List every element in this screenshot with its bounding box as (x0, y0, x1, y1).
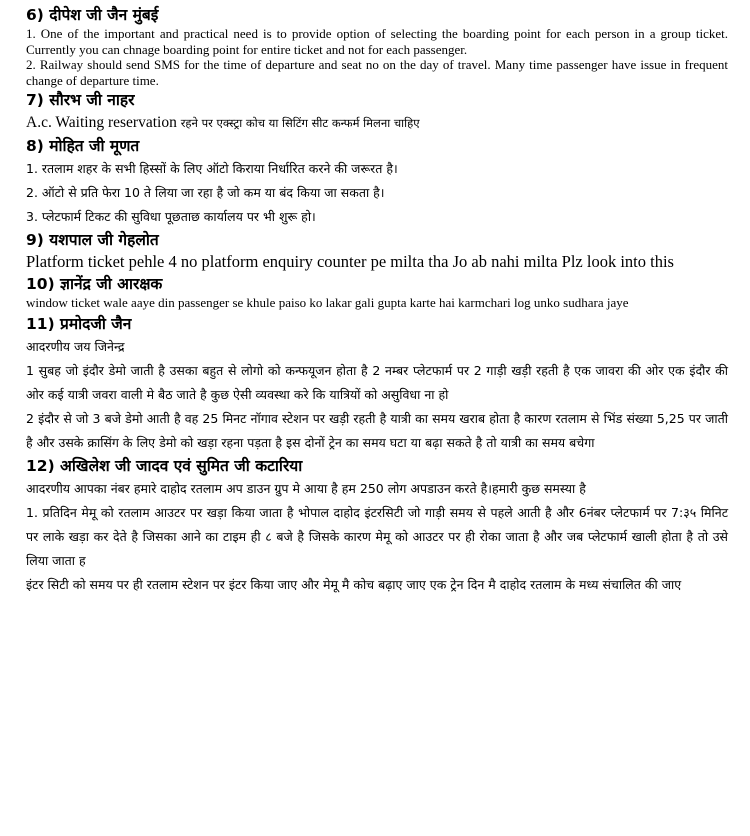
section-7-text (26, 113, 728, 133)
section-9-text: Platform ticket pehle 4 no platform enquiry counter pe milta tha Jo ab nahi milta Plz look into this (26, 252, 674, 271)
section-11-heading: 11) प्रमोदजी जैन (26, 315, 132, 333)
section-7-heading: 7) सौरभ जी नाहर (26, 91, 135, 109)
section-8 (26, 135, 728, 229)
section-7 (26, 89, 728, 133)
section-8-item: 2. ऑटो से प्रति फेरा 10 ते लिया जा रहा है जो कम या बंद किया जा सकता है। (26, 185, 385, 200)
section-7-text-english: A.c. Waiting reservation (26, 114, 177, 131)
section-8-heading: 8) मोहित जी मूणत (26, 137, 140, 155)
section-11 (26, 313, 728, 455)
section-12-point-2: इंटर सिटी को समय पर ही रतलाम स्टेशन पर इंटर किया जाए और मेमू मै कोच बढ़ाए जाए एक ट्रेन दिन मै दाहोद रतलाम के मध्य संचालित की जाए (26, 577, 682, 592)
section-12-point-1: 1. प्रतिदिन मेमू को रतलाम आउटर पर खड़ा किया जाता है भोपाल दाहोद इंटरसिटी जो गाड़ी समय से पहले आती है और 6नंबर प्लेटफार्म पर 7:३५ मिनिट पर लाके खड़ा कर देते है जिसका आने का टाइम ही ८ बजे है जिसके कारण मेमू को आउटर पर ही रोका जाता है और जब प्लेटफार्म खाली होता है तो उसे लिया जाता ह (26, 505, 728, 568)
section-12 (26, 455, 728, 597)
section-12-heading: 12) अखिलेश जी जादव एवं सुमित जी कटारिया (26, 457, 303, 475)
section-6-point-2: 2. Railway should send SMS for the time of departure and seat no on the day of travel. Many time passenger have issue in frequent change of departure time. (26, 57, 728, 88)
section-10-heading: 10) ज्ञानेंद्र जी आरक्षक (26, 275, 163, 293)
section-11-point-1: 1 सुबह जो इंदौर डेमो जाती है उसका बहुत से लोगो को कन्फयूजन होता है 2 नम्बर प्लेटफार्म पर 2 गाड़ी खड़ी रहती है एक जावरा की ओर एक इंदौर की ओर कई यात्री जवरा वाली मे बैठ जाते है कुछ ऐसी व्यवस्था करे कि यात्रियों को असुविधा ना हो (26, 363, 728, 402)
section-10-text: window ticket wale aaye din passenger se khule paiso ko lakar gali gupta karte hai karmchari log unko sudhara jaye (26, 295, 629, 310)
section-8-item: 3. प्लेटफार्म टिकट की सुविधा पूछताछ कार्यालय पर भी शुरू हो। (26, 209, 316, 224)
section-11-greeting: आदरणीय जय जिनेन्द्र (26, 339, 125, 354)
section-11-point-2: 2 इंदौर से जो 3 बजे डेमो आती है वह 25 मिनट नॉगाव स्टेशन पर खड़ी रहती है यात्री का समय खराब होता है कारण रतलाम से भिंड संख्या 5,25 पर जाती है और उसके क्रासिंग के लिए डेमो को खड़ा रहना पड़ता है इस दोनों ट्रेन का समय घटा या बढ़ा सकते है तो यात्री का समय बचेगा (26, 411, 728, 450)
section-6-heading: 6) दीपेश जी जैन मुंबई (26, 6, 159, 24)
section-9-heading: 9) यशपाल जी गेहलोत (26, 231, 159, 249)
section-10 (26, 273, 728, 311)
section-6-point-1: 1. One of the important and practical need is to provide option of selecting the boarding point for each person in a group ticket. Currently you can chnage boarding point for entire ticket and not for each passenger. (26, 26, 728, 57)
section-7-text-hindi: रहने पर एक्स्ट्रा कोच या सिटिंग सीट कन्फर्म मिलना चाहिए (180, 116, 420, 130)
section-8-item: 1. रतलाम शहर के सभी हिस्सों के लिए ऑटो किराया निर्धारित करने की जरूरत है। (26, 161, 398, 176)
section-12-intro: आदरणीय आपका नंबर हमारे दाहोद रतलाम अप डाउन ग्रुप मे आया है हम 250 लोग अपडाउन करते है।हमारी कुछ समस्या है (26, 481, 586, 496)
section-9 (26, 229, 728, 272)
section-6 (26, 4, 728, 88)
